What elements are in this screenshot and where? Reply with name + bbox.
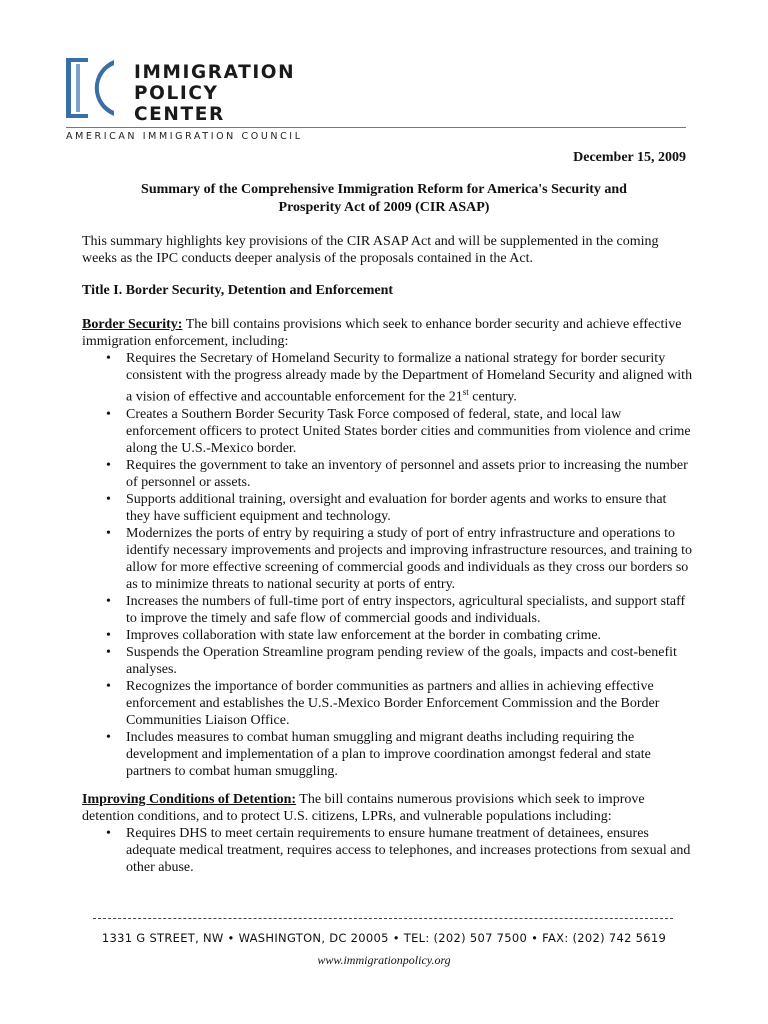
bullet-item: [82, 678, 694, 729]
bullet-superscript: st: [462, 387, 469, 397]
footer-website-link[interactable]: www.immigrationpolicy.org: [317, 953, 451, 967]
bullet-dot-icon: •: [106, 406, 111, 422]
bullet-dot-icon: •: [106, 729, 111, 745]
ipc-logo-icon: [66, 58, 116, 118]
letterhead: [66, 52, 686, 152]
bullet-dot-icon: •: [106, 644, 111, 660]
bullet-item: [82, 525, 694, 593]
bullet-text: Modernizes the ports of entry by requiring a study of port of entry infrastructure and operations to identify necessary improvements and projects and improving infrastructure resources, and training to allow for more effective screening of commercial goods and individuals as they cross our borders so as to minimize threats to national security at ports of entry.: [126, 525, 693, 592]
section-heading: Title I. Border Security, Detention and Enforcement: [82, 283, 394, 298]
bullet-text: Requires DHS to meet certain requirements to ensure humane treatment of detainees, ensures adequate medical treatment, requires access to telephones, and increases protections from sexual and other abuse.: [126, 826, 691, 875]
bullet-dot-icon: •: [106, 457, 111, 473]
bullet-text: Includes measures to combat human smuggling and migrant deaths including requiring the development and implementation of a plan to improve coordination amongst federal and state partners to combat human smuggling.: [126, 729, 651, 779]
border-security-text: The bill contains provisions which seek to enhance border security and achieve effective immigration enforcement, including:: [82, 317, 682, 349]
detention-text: The bill contains numerous provisions which seek to improve detention conditions, and to protect U.S. citizens, LPRs, and vulnerable populations including:: [82, 792, 645, 824]
bullet-text: Supports additional training, oversight and evaluation for border agents and works to ensure that they have sufficient equipment and technology.: [126, 491, 667, 524]
border-security-section: [82, 316, 692, 780]
intro-paragraph: This summary highlights key provisions of the CIR ASAP Act and will be supplemented in the coming weeks as the IPC conducts deeper analysis of the proposals contained in the Act.: [82, 234, 659, 266]
bullet-text: Suspends the Operation Streamline program pending review of the goals, impacts and cost-benefit analyses.: [126, 644, 677, 677]
document-date: December 15, 2009: [573, 150, 686, 165]
footer-address: 1331 G STREET, NW • WASHINGTON, DC 20005 • TEL: (202) 507 7500 • FAX: (202) 742 5619: [101, 931, 667, 945]
bullet-text: Requires the government to take an inventory of personnel and assets prior to increasing the number of personnel or assets.: [126, 457, 688, 490]
bullet-dot-icon: •: [106, 678, 111, 694]
logo-line: CENTER: [134, 104, 225, 125]
bullet-item: [82, 457, 694, 491]
bullet-dot-icon: •: [106, 525, 111, 541]
footer-divider: [93, 918, 673, 919]
logo-line: POLICY: [134, 83, 219, 104]
border-security-heading: Border Security:: [82, 317, 183, 332]
bullet-dot-icon: •: [106, 627, 111, 643]
document-title: [82, 181, 686, 217]
bullet-text: Recognizes the importance of border communities as partners and allies in achieving effective enforcement and establishes the U.S.-Mexico Border Enforcement Commission and the Border Communities Liaison Office.: [126, 678, 660, 728]
bullet-dot-icon: •: [106, 826, 111, 841]
logo-line: IMMIGRATION: [134, 62, 296, 83]
bullet-item: [82, 627, 694, 644]
border-security-list: [82, 350, 692, 780]
detention-intro: [82, 791, 692, 825]
bullet-item: [82, 491, 694, 525]
bullet-text-end: century.: [468, 389, 517, 405]
logo-wordmark: [134, 62, 295, 125]
detention-section: [82, 791, 692, 876]
header-divider: [66, 127, 686, 128]
bullet-item: [82, 350, 694, 406]
bullet-dot-icon: •: [106, 351, 111, 366]
bullet-item: [82, 644, 694, 678]
bullet-item: [82, 825, 694, 876]
detention-list: [82, 825, 692, 876]
bullet-dot-icon: •: [106, 593, 111, 609]
bullet-item: [82, 729, 694, 780]
detention-heading: Improving Conditions of Detention:: [82, 792, 297, 807]
border-security-intro: [82, 316, 692, 350]
bullet-dot-icon: •: [106, 491, 111, 507]
council-name: AMERICAN IMMIGRATION COUNCIL: [66, 131, 303, 142]
title-line: Prosperity Act of 2009 (CIR ASAP): [278, 200, 490, 215]
bullet-text: Requires the Secretary of Homeland Security to formalize a national strategy for border security consistent with the progress already made by the Department of Homeland Security and aligned with a vision of effective and accountable enforcement for the 21: [126, 351, 693, 405]
title-line: Summary of the Comprehensive Immigration Reform for America's Security and: [141, 182, 627, 197]
bullet-text: Increases the numbers of full-time port of entry inspectors, agricultural specialists, and support staff to improve the timely and safe flow of commercial goods and individuals.: [126, 593, 686, 626]
bullet-item: [82, 406, 694, 457]
bullet-text: Creates a Southern Border Security Task Force composed of federal, state, and local law enforcement officers to protect United States border cities and communities from violence and crime along the U.S.-Mexico border.: [126, 406, 691, 456]
bullet-text: Improves collaboration with state law enforcement at the border in combating crime.: [126, 627, 602, 643]
bullet-item: [82, 593, 694, 627]
